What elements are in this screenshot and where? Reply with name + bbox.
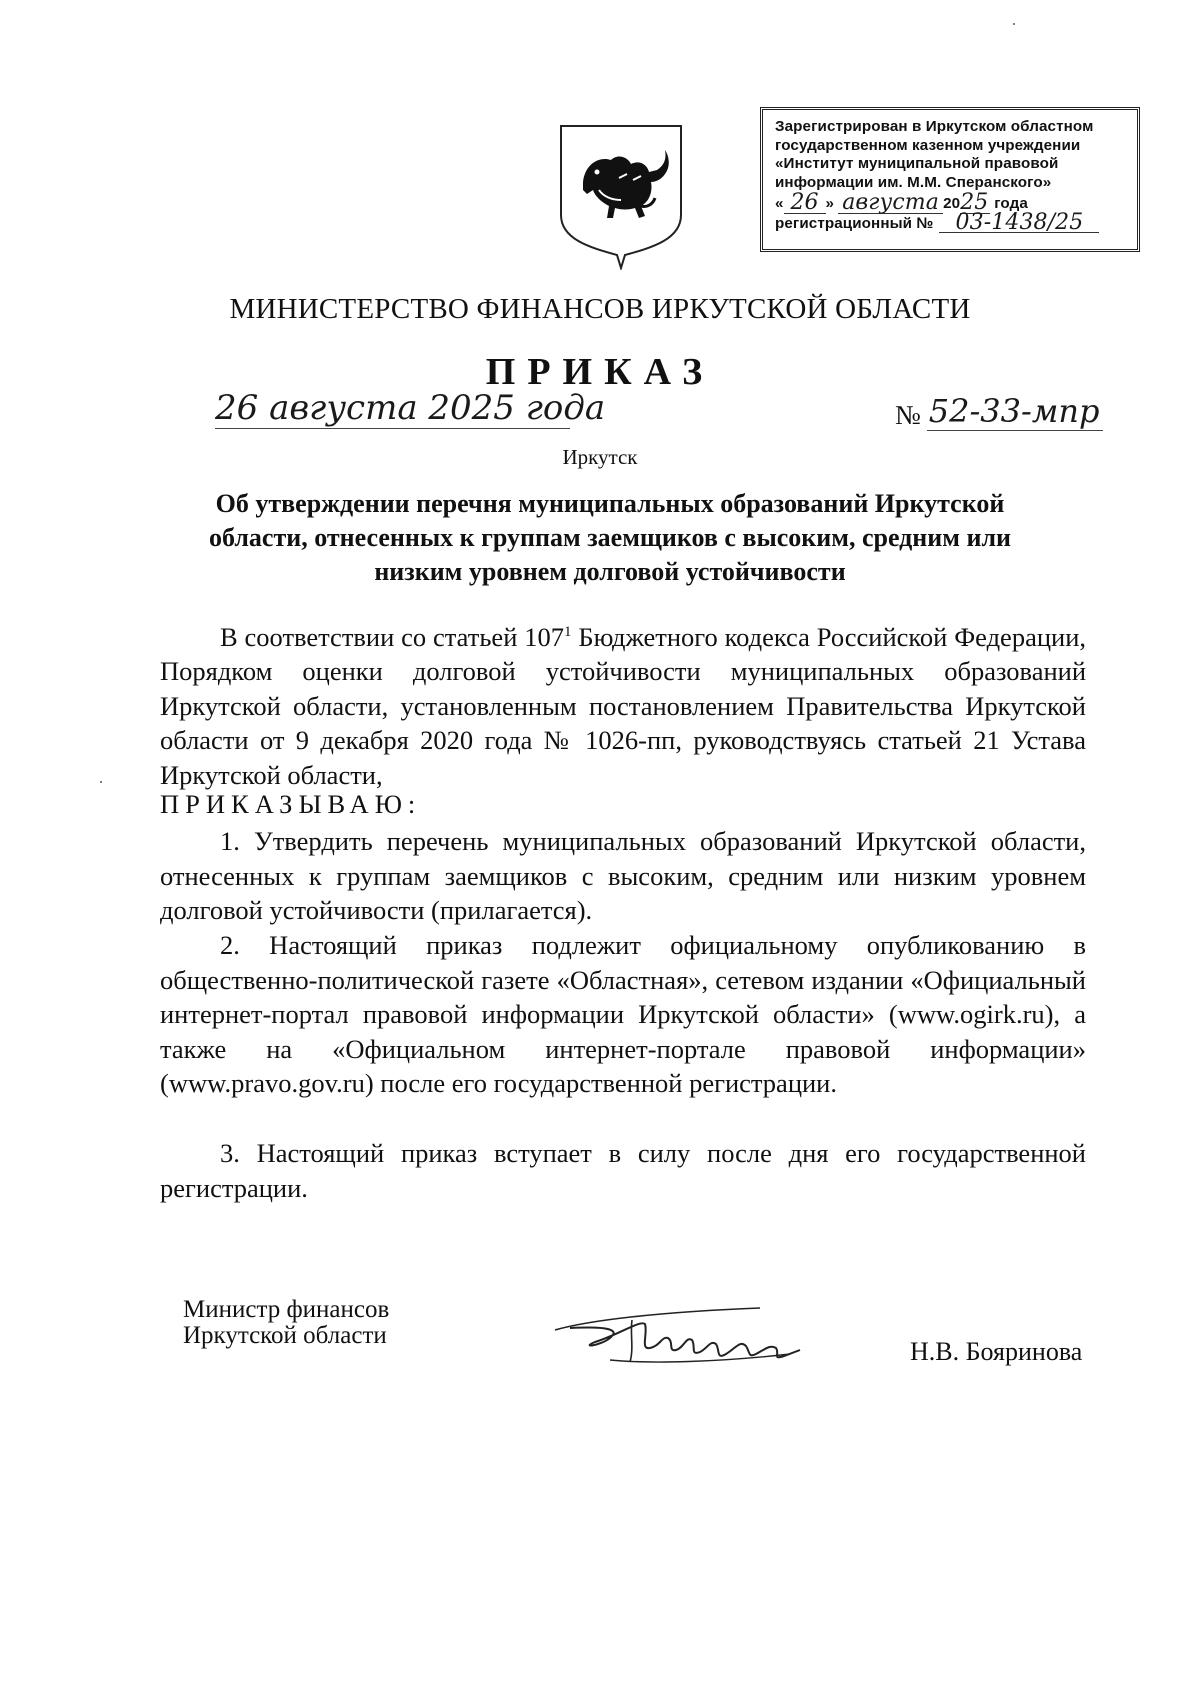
city-name: Иркутск [562,445,638,469]
stamp-year-suffix: 25 [960,190,989,215]
ministry-name: МИНИСТЕРСТВО ФИНАНСОВ ИРКУТСКОЙ ОБЛАСТИ [229,293,971,325]
scan-speck [1013,23,1015,25]
document-type-heading: ПРИКАЗ [485,351,715,393]
handwritten-date: 26 августа 2025 года [215,388,606,428]
stamp-day: 26 [784,194,826,214]
order-item-3-text: 3. Настоящий приказ вступает в силу после дня его государственной регистрации. [160,1138,1086,1203]
order-number [895,392,1103,431]
stamp-line-1: Зарегистрирован в Иркутском областном [775,118,1094,135]
stamp-month: августа [838,194,943,214]
stamp-line-2: государственном казенном учреждении [775,136,1081,154]
coat-of-arms-emblem [555,120,687,270]
date-underline [215,428,570,429]
order-item-2-text: 2. Настоящий приказ подлежит официальному опубликованию в общественно-политической газете «Областная», сетевом издании «Официальный интернет-портал правовой информации Иркутской области» (www.ogirk.ru), а также на «Официальном интернет-портале правовой информации» (www.pravo.gov.ru) после его государственной регистрации. [160,930,1086,1098]
signatory-title-line-2: Иркутской области [183,1322,387,1349]
preamble-superscript: 1 [564,624,572,640]
signatory-name: Н.В. Бояринова [910,1337,1083,1366]
document-title: Об утверждении перечня муниципальных образований Иркутской области, отнесенных к группам заемщиков с высоким, средним или низким уровнем долговой устойчивости [208,489,1012,586]
order-item-3 [160,1136,1086,1205]
stamp-reg-row [775,209,1129,235]
handwritten-number: 52-33-мпр [927,392,1104,431]
stamp-line-4: информации им. М.М. Сперанского» [775,173,1052,191]
stamp-quote-open: « [775,195,784,212]
stamp-reg-number: 03-1438/25 [939,214,1099,234]
stamp-quote-close: » [825,195,835,212]
stamp-year-prefix: 20 [943,195,961,212]
order-item-2 [160,928,1086,1101]
order-word: ПРИКАЗЫВАЮ: [160,789,422,819]
stamp-reg-label: регистрационный № [775,214,934,232]
stamp-line-3: «Институт муниципальной правовой [775,155,1059,172]
preamble-paragraph [160,615,1086,792]
number-label: № [895,400,921,430]
scan-speck [100,781,102,783]
signatory-title-line-1: Министр финансов [183,1296,390,1323]
registration-stamp [760,107,1140,252]
order-item-1 [160,824,1086,928]
stamp-year-word: года [994,195,1028,212]
signatory-title [183,1297,389,1349]
handwritten-signature [550,1290,830,1375]
preamble-text-a: В соответствии со статьей 107 [220,621,564,652]
preamble-text-b: Бюджетного кодекса Российской Федерации, Порядком оценки долговой устойчивости муниципальных образований Иркутской области, установленным постановлением Правительства Иркутской области от 9 декабря 2020 года № 1026-пп, руководствуясь статьей 21 Устава Иркутской области, [160,621,1087,790]
order-item-1-text: 1. Утвердить перечень муниципальных образований Иркутской области, отнесенных к группам заемщиков с высоким, средним или низким уровнем долговой устойчивости (прилагается). [160,826,1086,925]
